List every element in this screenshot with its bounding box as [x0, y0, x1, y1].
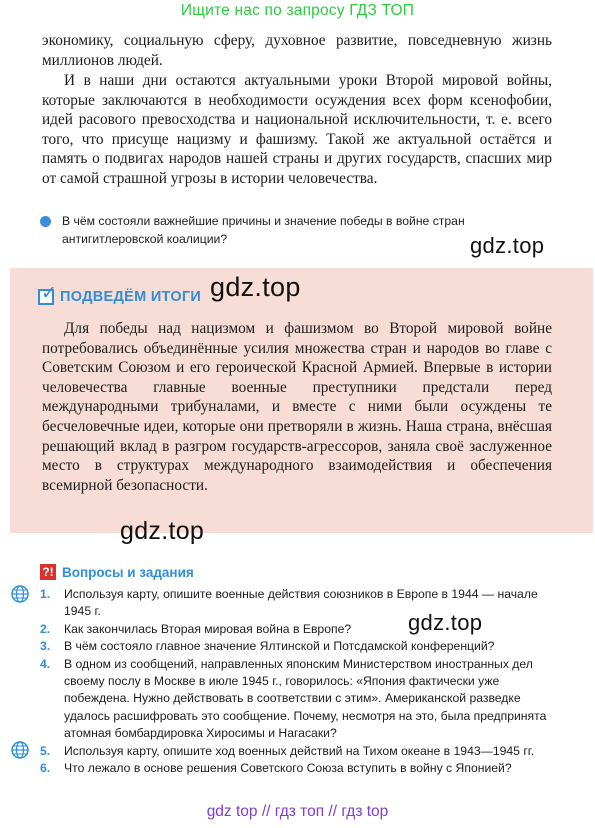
- question-number: 5.: [40, 743, 51, 758]
- question-text: Как закончилась Вторая мировая война в Европе?: [64, 621, 352, 636]
- paragraph-continuation: экономику, социальную сферу, духовное развитие, повседневную жизнь миллионов людей.: [42, 32, 552, 69]
- question-item: [40, 743, 560, 760]
- question-text: Используя карту, опишите ход военных действий на Тихом океане в 1943—1945 гг.: [64, 743, 535, 758]
- question-number: 3.: [40, 639, 51, 654]
- question-number: 4.: [40, 656, 51, 671]
- watermark: gdz.top: [120, 517, 205, 545]
- question-number: 1.: [40, 587, 51, 601]
- questions-heading: [40, 564, 194, 580]
- question-text: В чём состояло главное значение Ялтинской и Потсдамской конференций?: [64, 639, 495, 654]
- question-text: Используя карту, опишите военные действия союзников в Европе в 1944 — начале 1945 г.: [64, 587, 538, 619]
- question-text: В одном из сообщений, направленных японским Министерством иностранных дел своему послу в Москве в июле 1945 г., говорилось: «Япония фактически уже побеждена. Нужно действовать в соответствии с этим». Американской разведке удалось расшифровать это сообщение. Почему, несмотря на это, была предпринята атомная бомбардировка Хиросимы и Нагасаки?: [64, 656, 547, 741]
- bullet-dot-icon: [40, 216, 51, 227]
- paragraph-lessons: И в наши дни остаются актуальными уроки Второй мировой войны, которые заключаются в необходимости осуждения всех форм ксенофобии, идей расового превосходства и национальной исключительности, т. е. всего того, что присуще нацизму и фашизму. Такой же актуальной остаётся и память о подвигах народов нашей страны и других государств, спасших мир от самой страшной угрозы в истории человечества.: [42, 72, 552, 187]
- summary-text: Для победы над нацизмом и фашизмом во Второй мировой войне потребовались объединённые усилия множества стран и народов во главе с Советским Союзом и его героической Красной Армией. Впервые в истории человечества главные военные преступники предстали перед международными трибуналами, и вместе с ними были осуждены те бесчеловечные идеи, которые они претворяли в жизнь. Наша страна, внёсшая решающий вклад в разгром государств-агрессоров, заняла своё заслуженное место в структурах международного взаимодействия и обеспечения всемирной безопасности.: [42, 320, 552, 494]
- globe-map-icon: [10, 584, 30, 604]
- footer-watermark: gdz top // гдз топ // гдз top: [206, 803, 389, 820]
- checkbox-icon: ✓: [38, 289, 54, 305]
- top-banner: Ищите нас по запросу ГДЗ ТОП: [180, 2, 415, 19]
- question-item: [40, 638, 560, 655]
- globe-map-icon: [10, 740, 30, 760]
- question-item: [40, 760, 560, 777]
- question-text: Что лежало в основе решения Советского Союза вступить в войну с Японией?: [64, 761, 512, 776]
- questions-title: Вопросы и задания: [62, 564, 194, 580]
- watermark: gdz.top: [210, 272, 301, 302]
- question-number: 2.: [40, 621, 51, 636]
- review-question-text: В чём состояли важнейшие причины и значение победы в войне стран антигитлеровской коалиции?: [62, 214, 465, 246]
- watermark: gdz.top: [408, 610, 483, 635]
- summary-heading: [38, 282, 202, 308]
- question-number: 6.: [40, 761, 51, 776]
- watermark: gdz.top: [470, 233, 545, 258]
- summary-title: ПОДВЕДЁМ ИТОГИ: [60, 289, 202, 305]
- question-item: [40, 656, 560, 743]
- questions-icon: ?!: [40, 564, 56, 580]
